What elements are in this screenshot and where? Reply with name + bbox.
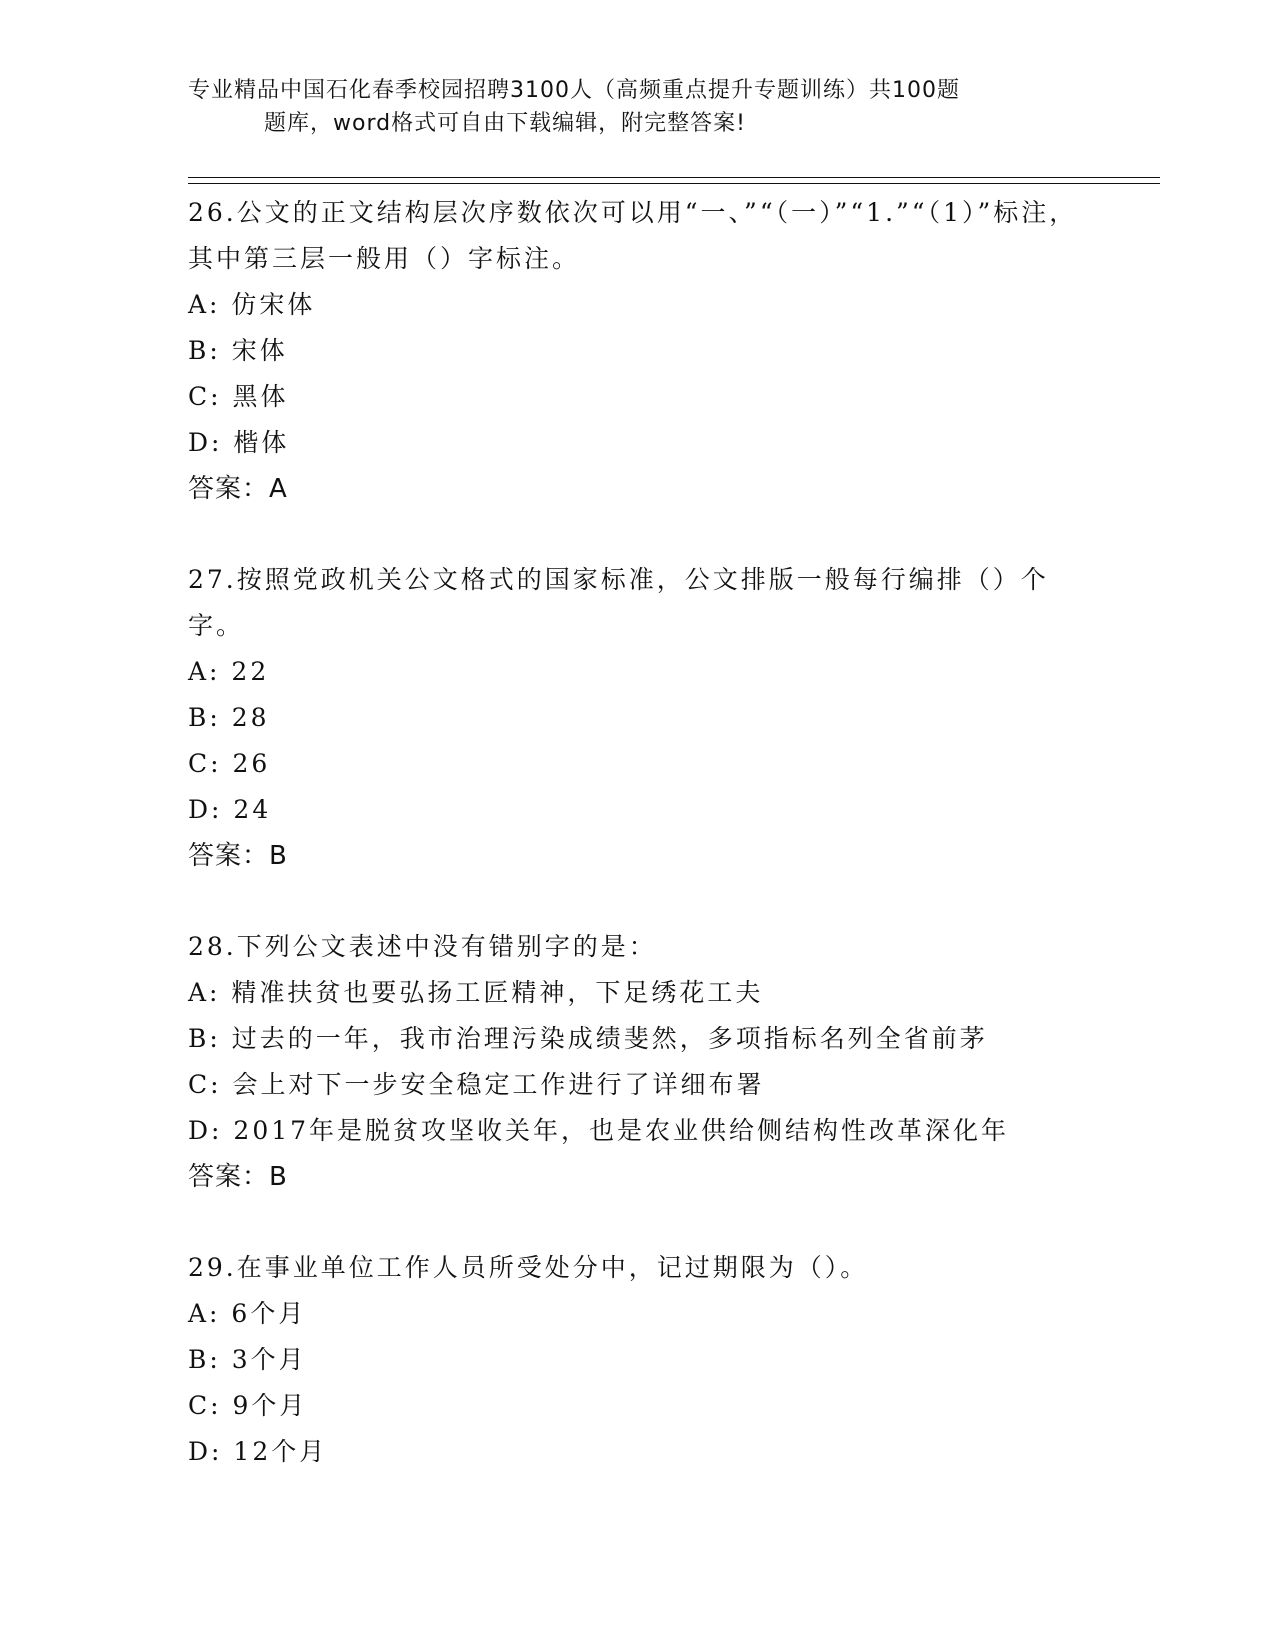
option-a: A: 22 <box>188 657 270 686</box>
question-stem: 28.下列公文表述中没有错别字的是： <box>188 932 657 961</box>
option-c: C: 会上对下一步安全稳定工作进行了详细布署 <box>188 1070 765 1099</box>
option-c: C: 黑体 <box>188 382 289 411</box>
question-stem: 26.公文的正文结构层次序数依次可以用“一、”“（一）”“1.”“（1）”标注，其中第三层一般用（）字标注。 <box>188 198 1078 273</box>
option-c: C: 26 <box>188 749 271 778</box>
question-28 <box>188 924 1088 1200</box>
header-divider-top <box>188 177 1160 178</box>
option-b: B: 28 <box>188 703 270 732</box>
option-c: C: 9个月 <box>188 1391 308 1420</box>
question-27 <box>188 557 1088 879</box>
option-b: B: 3个月 <box>188 1345 307 1374</box>
option-a: A: 精准扶贫也要弘扬工匠精神，下足绣花工夫 <box>188 978 764 1007</box>
question-29 <box>188 1245 1088 1475</box>
header-title-line-1: 专业精品中国石化春季校园招聘3100人（高频重点提升专题训练）共100题 <box>188 78 960 103</box>
question-26 <box>188 190 1088 512</box>
header-title-line-2: 题库，word格式可自由下载编辑，附完整答案! <box>264 111 746 136</box>
answer: 答案：B <box>188 1162 288 1192</box>
option-d: D: 2017年是脱贫攻坚收关年，也是农业供给侧结构性改革深化年 <box>188 1116 1010 1145</box>
option-d: D: 12个月 <box>188 1437 328 1466</box>
header-divider-bottom <box>188 183 1160 184</box>
option-d: D: 楷体 <box>188 428 290 457</box>
answer: 答案：B <box>188 841 288 871</box>
question-stem: 27.按照党政机关公文格式的国家标准，公文排版一般每行编排（）个字。 <box>188 565 1049 640</box>
option-d: D: 24 <box>188 795 272 824</box>
document-header <box>188 74 1048 140</box>
option-b: B: 过去的一年，我市治理污染成绩斐然，多项指标名列全省前茅 <box>188 1024 988 1053</box>
option-b: B: 宋体 <box>188 336 288 365</box>
option-a: A: 6个月 <box>188 1299 307 1328</box>
question-stem: 29.在事业单位工作人员所受处分中，记过期限为（）。 <box>188 1253 869 1282</box>
answer: 答案：A <box>188 474 288 504</box>
option-a: A: 仿宋体 <box>188 290 316 319</box>
